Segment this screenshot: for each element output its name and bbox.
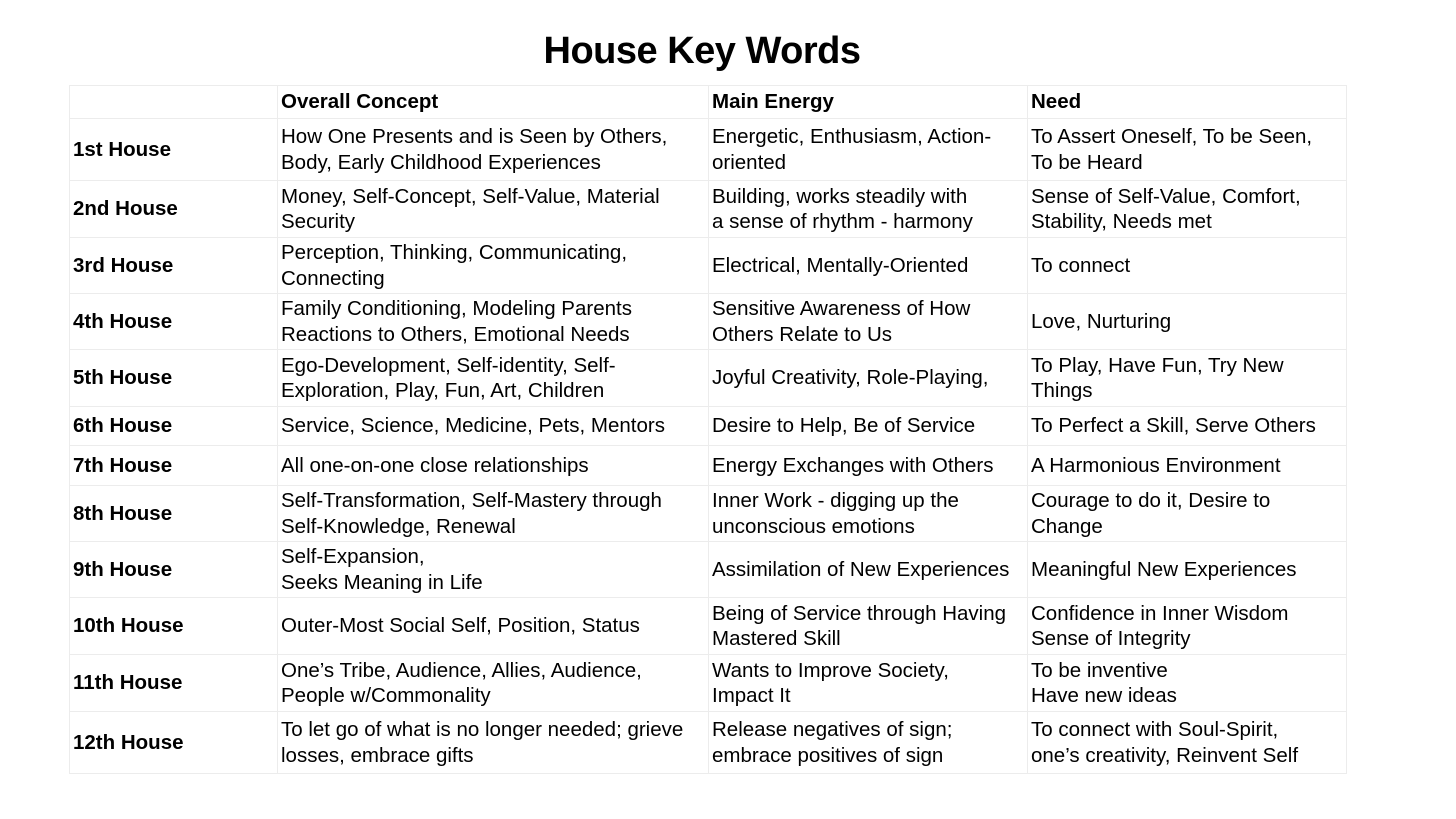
need-cell: Meaningful New Experiences: [1028, 542, 1347, 598]
main-energy-cell: Inner Work - digging up the unconscious emotions: [709, 486, 1028, 542]
overall-concept-cell: To let go of what is no longer needed; grieve losses, embrace gifts: [278, 712, 709, 774]
table-row: [70, 712, 1347, 774]
main-energy-cell: Release negatives of sign; embrace positives of sign: [709, 712, 1028, 774]
overall-concept-cell: Family Conditioning, Modeling Parents Reactions to Others, Emotional Needs: [278, 294, 709, 350]
table-row: [70, 119, 1347, 181]
main-energy-cell: Energetic, Enthusiasm, Action- oriented: [709, 119, 1028, 181]
need-cell: Love, Nurturing: [1028, 294, 1347, 350]
need-cell: To Assert Oneself, To be Seen, To be Heard: [1028, 119, 1347, 181]
need-cell: To Perfect a Skill, Serve Others: [1028, 407, 1347, 446]
overall-concept-cell: How One Presents and is Seen by Others, Body, Early Childhood Experiences: [278, 119, 709, 181]
house-cell: 8th House: [70, 486, 278, 542]
overall-concept-cell: Service, Science, Medicine, Pets, Mentors: [278, 407, 709, 446]
need-cell: To connect: [1028, 238, 1347, 294]
house-cell: 12th House: [70, 712, 278, 774]
main-energy-cell: Joyful Creativity, Role-Playing,: [709, 350, 1028, 407]
table-row: [70, 407, 1347, 446]
overall-concept-cell: Self-Expansion, Seeks Meaning in Life: [278, 542, 709, 598]
house-cell: 5th House: [70, 350, 278, 407]
house-cell: 10th House: [70, 598, 278, 655]
overall-concept-cell: Ego-Development, Self-identity, Self- Exploration, Play, Fun, Art, Children: [278, 350, 709, 407]
main-energy-cell: Assimilation of New Experiences: [709, 542, 1028, 598]
overall-concept-cell: Outer-Most Social Self, Position, Status: [278, 598, 709, 655]
house-keywords-table: [69, 85, 1347, 774]
house-cell: 11th House: [70, 655, 278, 712]
table-row: [70, 238, 1347, 294]
header-blank: [70, 86, 278, 119]
main-energy-cell: Sensitive Awareness of How Others Relate to Us: [709, 294, 1028, 350]
main-energy-cell: Being of Service through Having Mastered Skill: [709, 598, 1028, 655]
need-cell: Courage to do it, Desire to Change: [1028, 486, 1347, 542]
need-cell: Sense of Self-Value, Comfort, Stability, Needs met: [1028, 181, 1347, 238]
table-row: [70, 446, 1347, 486]
header-need: Need: [1028, 86, 1347, 119]
need-cell: To be inventive Have new ideas: [1028, 655, 1347, 712]
main-energy-cell: Wants to Improve Society, Impact It: [709, 655, 1028, 712]
need-cell: A Harmonious Environment: [1028, 446, 1347, 486]
overall-concept-cell: All one-on-one close relationships: [278, 446, 709, 486]
table-row: [70, 598, 1347, 655]
table-row: [70, 655, 1347, 712]
house-cell: 9th House: [70, 542, 278, 598]
main-energy-cell: Building, works steadily with a sense of rhythm - harmony: [709, 181, 1028, 238]
house-cell: 2nd House: [70, 181, 278, 238]
house-cell: 4th House: [70, 294, 278, 350]
overall-concept-cell: One’s Tribe, Audience, Allies, Audience, People w/Commonality: [278, 655, 709, 712]
overall-concept-cell: Perception, Thinking, Communicating, Connecting: [278, 238, 709, 294]
table-header-row: [70, 86, 1347, 119]
overall-concept-cell: Self-Transformation, Self-Mastery through Self-Knowledge, Renewal: [278, 486, 709, 542]
need-cell: To connect with Soul-Spirit, one’s creativity, Reinvent Self: [1028, 712, 1347, 774]
need-cell: To Play, Have Fun, Try New Things: [1028, 350, 1347, 407]
house-cell: 6th House: [70, 407, 278, 446]
page-title: House Key Words: [543, 30, 861, 72]
overall-concept-cell: Money, Self-Concept, Self-Value, Material Security: [278, 181, 709, 238]
main-energy-cell: Desire to Help, Be of Service: [709, 407, 1028, 446]
house-cell: 3rd House: [70, 238, 278, 294]
table-row: [70, 486, 1347, 542]
house-cell: 7th House: [70, 446, 278, 486]
table-row: [70, 181, 1347, 238]
house-cell: 1st House: [70, 119, 278, 181]
header-overall-concept: Overall Concept: [278, 86, 709, 119]
need-cell: Confidence in Inner Wisdom Sense of Integrity: [1028, 598, 1347, 655]
table-row: [70, 294, 1347, 350]
main-energy-cell: Energy Exchanges with Others: [709, 446, 1028, 486]
table-row: [70, 350, 1347, 407]
table-row: [70, 542, 1347, 598]
main-energy-cell: Electrical, Mentally-Oriented: [709, 238, 1028, 294]
header-main-energy: Main Energy: [709, 86, 1028, 119]
